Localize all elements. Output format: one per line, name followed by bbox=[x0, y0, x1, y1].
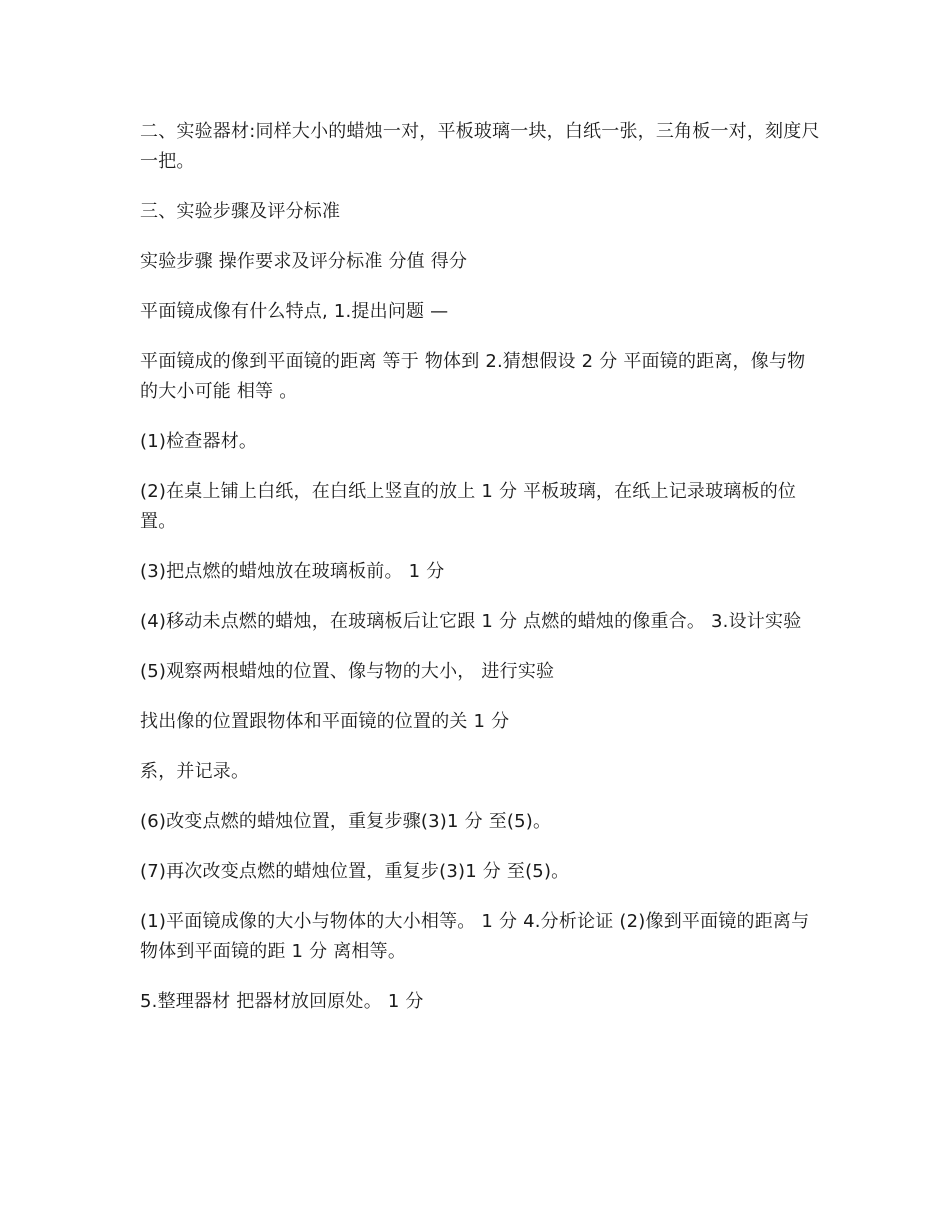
paragraph-step-5-cont: 找出像的位置跟物体和平面镜的位置的关 1 分 bbox=[140, 711, 510, 732]
paragraph-step-1: (1)检查器材。 bbox=[140, 431, 258, 452]
paragraph-analysis: (1)平面镜成像的大小与物体的大小相等。 1 分 4.分析论证 (2)像到平面镜的距离与物体到平面镜的距 1 分 离相等。 bbox=[140, 911, 810, 962]
paragraph-table-header: 实验步骤 操作要求及评分标准 分值 得分 bbox=[140, 251, 468, 272]
paragraph-step-6: (6)改变点燃的蜡烛位置，重复步骤(3)1 分 至(5)。 bbox=[140, 811, 552, 832]
paragraph-step-5-end: 系，并记录。 bbox=[140, 761, 250, 782]
document-body bbox=[140, 117, 820, 1037]
paragraph-steps-heading: 三、实验步骤及评分标准 bbox=[140, 201, 341, 222]
paragraph-cleanup: 5.整理器材 把器材放回原处。 1 分 bbox=[140, 991, 424, 1012]
paragraph-step-2: (2)在桌上铺上白纸，在白纸上竖直的放上 1 分 平板玻璃，在纸上记录玻璃板的位置。 bbox=[140, 481, 797, 532]
paragraph-step-7: (7)再次改变点燃的蜡烛位置，重复步(3)1 分 至(5)。 bbox=[140, 861, 570, 882]
paragraph-ask-question: 平面镜成像有什么特点, 1.提出问题 — bbox=[140, 301, 449, 322]
paragraph-step-5: (5)观察两根蜡烛的位置、像与物的大小， 进行实验 bbox=[140, 661, 555, 682]
paragraph-hypothesis: 平面镜成的像到平面镜的距离 等于 物体到 2.猜想假设 2 分 平面镜的距离，像与物的大小可能 相等 。 bbox=[140, 351, 806, 402]
paragraph-step-4: (4)移动未点燃的蜡烛，在玻璃板后让它跟 1 分 点燃的蜡烛的像重合。 3.设计实验 bbox=[140, 611, 802, 632]
paragraph-equipment: 二、实验器材:同样大小的蜡烛一对，平板玻璃一块，白纸一张，三角板一对，刻度尺一把。 bbox=[140, 121, 820, 172]
paragraph-step-3: (3)把点燃的蜡烛放在玻璃板前。 1 分 bbox=[140, 561, 445, 582]
